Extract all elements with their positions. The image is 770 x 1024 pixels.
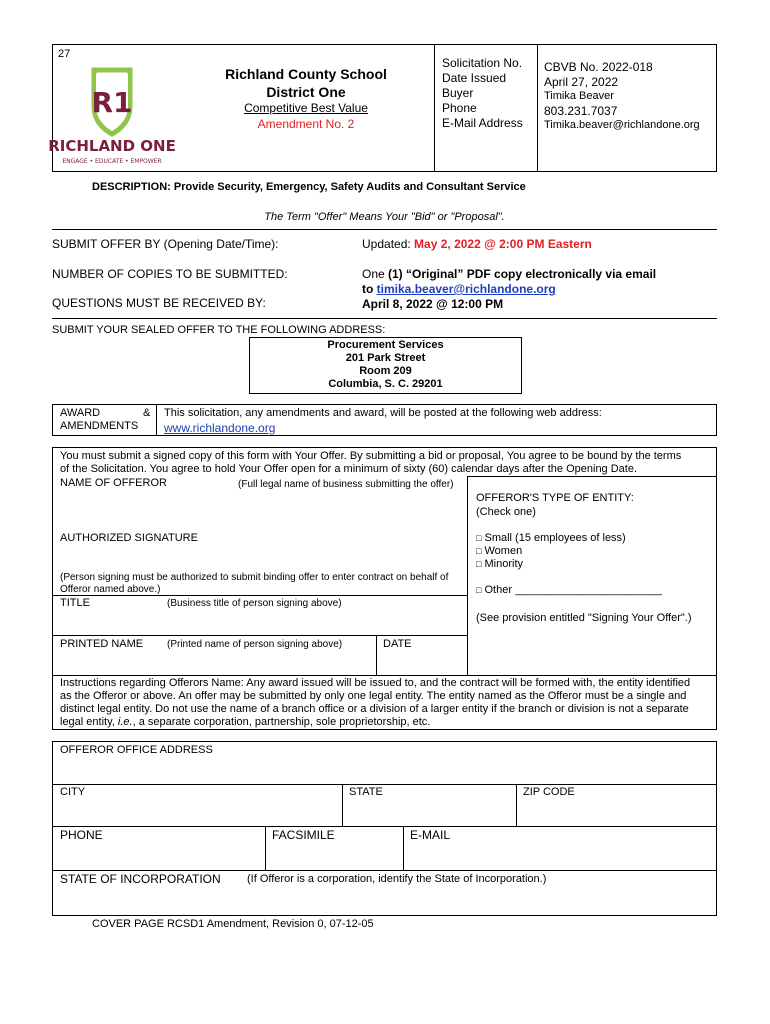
- info-label-date: Date Issued: [442, 71, 507, 85]
- signature-note-line2: Offeror named above.): [60, 584, 161, 595]
- email-field[interactable]: [410, 844, 710, 868]
- award-url-link[interactable]: www.richlandone.org: [164, 421, 276, 435]
- instructions-suffix: , a separate corporation, partnership, sole proprietorship, etc.: [132, 716, 431, 728]
- district-logo: [48, 66, 176, 166]
- info-label-phone: Phone: [442, 101, 477, 115]
- city-rule: [52, 784, 717, 785]
- city-label: CITY: [60, 786, 86, 798]
- offer-intro-line1: You must submit a signed copy of this form with Your Offer. By submitting a bid or proposal, You agree to be bound by the terms: [60, 450, 682, 462]
- printed-name-hint: (Printed name of person signing above): [167, 639, 343, 650]
- offeror-name-field[interactable]: [60, 492, 460, 528]
- printed-name-rule: [52, 635, 467, 636]
- entity-divider: [467, 476, 468, 675]
- info-label-buyer: Buyer: [442, 86, 474, 100]
- state-label: STATE: [349, 786, 383, 798]
- instructions-line4: [60, 716, 430, 728]
- entity-option-women[interactable]: [476, 545, 522, 557]
- entity-note: (See provision entitled "Signing Your Offer".): [476, 612, 692, 624]
- address-line-2: 201 Park Street: [345, 352, 426, 364]
- entity-top-rule: [467, 476, 717, 477]
- incorporation-field[interactable]: [60, 888, 710, 912]
- phone-field[interactable]: [60, 844, 260, 868]
- date-label: DATE: [383, 638, 412, 650]
- offeror-name-label: NAME OF OFFEROR: [60, 477, 167, 489]
- questions-label: QUESTIONS MUST BE RECEIVED BY:: [52, 296, 266, 310]
- fax-field[interactable]: [272, 844, 398, 868]
- printed-name-field[interactable]: [60, 652, 370, 672]
- printed-name-label: PRINTED NAME: [60, 638, 144, 650]
- buyer-name: Timika Beaver: [544, 90, 614, 102]
- questions-deadline: April 8, 2022 @ 12:00 PM: [362, 297, 504, 311]
- solicitation-number: CBVB No. 2022-018: [544, 60, 653, 74]
- address-line-4: Columbia, S. C. 29201: [328, 378, 443, 390]
- instructions-prefix: legal entity,: [60, 716, 118, 728]
- submit-by-prefix: Updated:: [362, 237, 415, 251]
- header-divider-left: [434, 44, 435, 172]
- buyer-email: Timika.beaver@richlandone.org: [544, 119, 700, 131]
- logo-wordmark: RICHLAND ONE: [48, 137, 176, 155]
- offer-bottom-rule: [52, 675, 717, 676]
- address-label: SUBMIT YOUR SEALED OFFER TO THE FOLLOWING ADDRESS:: [52, 324, 386, 336]
- instructions-line2: as the Offeror or above. An offer may be submitted by only one legal entity. The entity named as the Offeror must be a single and: [60, 690, 687, 702]
- instructions-line3: distinct legal entity. Do not use the name of a branch office or a division of a larger entity if the branch or division is not a separate: [60, 703, 689, 715]
- entity-option-label: Women: [484, 545, 523, 557]
- amendment-number: Amendment No. 2: [257, 117, 355, 131]
- email-divider: [403, 826, 404, 870]
- buyer-phone: 803.231.7037: [544, 104, 618, 118]
- entity-option-other[interactable]: [476, 584, 662, 596]
- phone-rule: [52, 826, 717, 827]
- title-field[interactable]: [60, 612, 460, 632]
- signature-field[interactable]: [60, 546, 460, 570]
- submit-by-label: SUBMIT OFFER BY (Opening Date/Time):: [52, 237, 279, 251]
- email-label: E-MAIL: [410, 828, 451, 842]
- description: DESCRIPTION: Provide Security, Emergency, Safety Audits and Consultant Service: [92, 181, 526, 193]
- copies-value: [362, 267, 656, 281]
- copies-detail: (1) “Original” PDF copy electronically via email: [388, 267, 657, 281]
- logo-tagline: ENGAGE • EDUCATE • EMPOWER: [62, 158, 162, 165]
- amendments-label: AMENDMENTS: [60, 420, 139, 432]
- title-label: TITLE: [60, 597, 90, 609]
- copies-to: to: [362, 282, 377, 296]
- incorporation-hint: (If Offeror is a corporation, identify the State of Incorporation.): [247, 873, 547, 885]
- checkbox-icon[interactable]: □: [476, 585, 482, 595]
- entity-option-small[interactable]: [476, 532, 626, 544]
- date-field[interactable]: [383, 652, 463, 672]
- address-line-1: Procurement Services: [327, 339, 444, 351]
- award-divider: [156, 404, 157, 436]
- instructions-italic: i.e.: [117, 716, 133, 728]
- entity-option-minority[interactable]: [476, 558, 523, 570]
- signature-label: AUTHORIZED SIGNATURE: [60, 532, 198, 544]
- incorp-rule: [52, 870, 717, 871]
- date-divider: [376, 635, 377, 675]
- award-amp: &: [143, 407, 151, 419]
- date-issued: April 27, 2022: [544, 75, 619, 89]
- org-name-line1: Richland County School: [225, 66, 387, 82]
- zip-divider: [516, 784, 517, 826]
- checkbox-icon[interactable]: □: [476, 533, 482, 543]
- opening-date: May 2, 2022 @ 2:00 PM Eastern: [414, 237, 592, 251]
- fax-label: FACSIMILE: [272, 828, 335, 842]
- incorporation-label: STATE OF INCORPORATION: [60, 872, 221, 886]
- city-field[interactable]: [60, 800, 335, 824]
- doc-type: Competitive Best Value: [244, 101, 368, 115]
- office-address-field[interactable]: [60, 758, 710, 782]
- org-name-line2: District One: [266, 84, 346, 100]
- rule-top: [52, 229, 717, 230]
- term-note: The Term "Offer" Means Your "Bid" or "Proposal".: [264, 211, 505, 223]
- entity-option-label: Other ________________________: [484, 584, 662, 596]
- info-label-solicitation: Solicitation No.: [442, 56, 523, 70]
- page-number: 27: [58, 48, 71, 60]
- office-address-label: OFFEROR OFFICE ADDRESS: [60, 744, 213, 756]
- offeror-name-hint: (Full legal name of business submitting the offer): [238, 479, 454, 490]
- award-text: This solicitation, any amendments and award, will be posted at the following web address:: [164, 407, 602, 419]
- submit-by-value: [362, 237, 592, 251]
- buyer-email-link[interactable]: timika.beaver@richlandone.org: [376, 282, 556, 296]
- copies-one: One: [362, 267, 389, 281]
- footer-revision: COVER PAGE RCSD1 Amendment, Revision 0, 07-12-05: [92, 918, 374, 930]
- fax-divider: [265, 826, 266, 870]
- offer-intro-line2: of the Solicitation. You agree to hold Your Offer open for a minimum of sixty (60) calendar days after the Opening Date.: [60, 463, 638, 475]
- award-label: AWARD: [60, 407, 101, 419]
- header-divider-right: [537, 44, 538, 172]
- signature-note-line1: (Person signing must be authorized to submit binding offer to enter contract on behalf of: [60, 572, 449, 583]
- instructions-line1: Instructions regarding Offerors Name: Any award issued will be issued to, and the contract will be formed with, the entity identified: [60, 677, 691, 689]
- checkbox-icon[interactable]: □: [476, 546, 482, 556]
- rule-bottom: [52, 318, 717, 319]
- logo-monogram: R1: [91, 86, 133, 119]
- zip-label: ZIP CODE: [523, 786, 575, 798]
- entity-type-label: OFFEROR'S TYPE OF ENTITY:: [476, 492, 634, 504]
- entity-option-label: Minority: [484, 558, 524, 570]
- zip-field[interactable]: [523, 800, 711, 824]
- entity-option-label: Small (15 employees of less): [484, 532, 626, 544]
- phone-label: PHONE: [60, 828, 103, 842]
- checkbox-icon[interactable]: □: [476, 559, 482, 569]
- state-field[interactable]: [349, 800, 509, 824]
- copies-email-line: [362, 282, 556, 296]
- info-label-email: E-Mail Address: [442, 116, 523, 130]
- title-rule: [52, 595, 467, 596]
- address-line-3: Room 209: [359, 365, 412, 377]
- state-divider: [342, 784, 343, 826]
- entity-type-hint: (Check one): [476, 506, 536, 518]
- copies-label: NUMBER OF COPIES TO BE SUBMITTED:: [52, 267, 288, 281]
- title-hint: (Business title of person signing above): [167, 598, 342, 609]
